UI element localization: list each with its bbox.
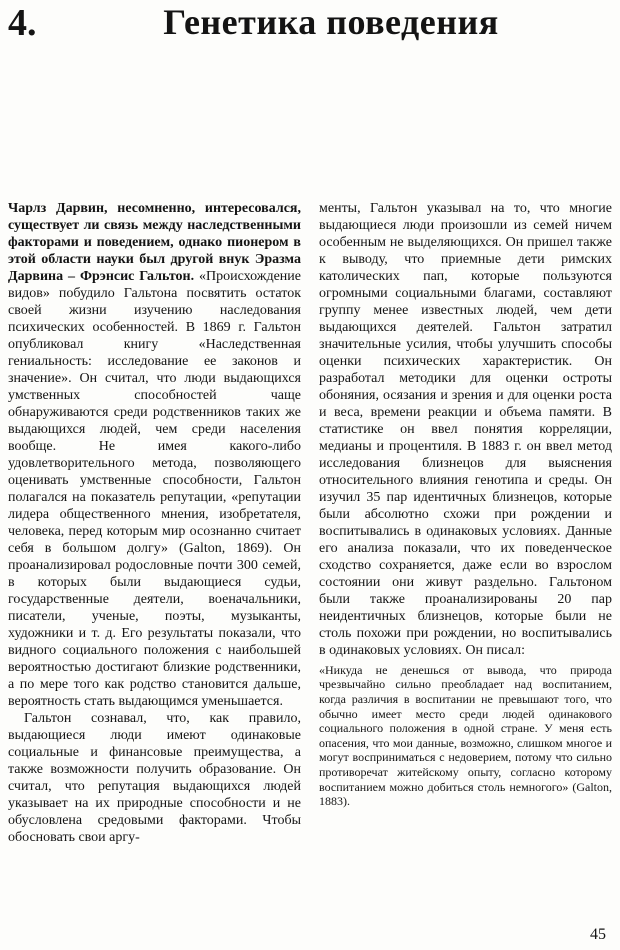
chapter-header	[8, 4, 612, 44]
paragraph-1	[8, 200, 301, 710]
chapter-number: 4.	[8, 2, 37, 44]
paragraph-1-text: «Происхождение видов» побудило Гальтона посвятить остаток своей жизни изучению наследования психических особенностей. В 1869 г. Гальтон опубликовал книгу «Наследственная гениальность: исследование ее законов и значение». Он считал, что люди выдающихся умственных способностей чаще обнаруживаются среди родственников таких же выдающихся людей, чем среди населения вообще. Не имея какого-либо удовлетворительного метода, позволяющего оценивать умственные способности, Гальтон полагался на показатель репутации, «репутации лидера общественного мнения, изобретателя, человека, перед которым мир осознанно считает себя в большом долгу» (Galton, 1869). Он проанализировал родословные почти 300 семей, в которых были выдающиеся судьи, государственные деятели, военачальники, писатели, ученые, поэты, музыканты, художники и т. д. Его результаты показали, что видного социального положения с наибольшей вероятностью достигают близкие родственники, а по мере того как родство становится дальше, вероятность стать выдающимся уменьшается.	[8, 268, 301, 709]
text-columns	[8, 200, 612, 846]
page-number: 45	[590, 926, 606, 943]
right-column	[319, 200, 612, 846]
block-quote: «Никуда не денешься от вывода, что природа чрезвычайно сильно преобладает над воспитанием, когда различия в воспитании не превышают того, что обычно имеет место среди людей одинакового социального положения в одной стране. У меня есть опасения, что мои данные, возможно, слишком многое и могут восприниматься с недоверием, потому что сильно противоречат житейскому опыту, согласно которому воспитанием можно добиться столь немногого» (Galton, 1883).	[319, 662, 612, 809]
left-column	[8, 200, 301, 846]
paragraph-3: менты, Гальтон указывал на то, что многие выдающиеся люди произошли из семей ничем особенным не выделяющихся. Он пришел также к выводу, что приемные дети римских католических пап, которые пользуются огромными социальными благами, составляют группу менее известных людей, чем дети выдающихся деятелей. Гальтон затратил значительные усилия, чтобы улучшить способы оценки психических характеристик. Он разработал методики для оценки остроты обоняния, осязания и зрения и для оценки роста и веса, времени реакции и объема памяти. В статистике он ввел понятия корреляции, медианы и процентиля. В 1883 г. он ввел метод исследования близнецов для выяснения относительного влияния генотипа и среды. Он изучил 35 пар идентичных близнецов, которые были абсолютно схожи при рождении и воспитывались в одинаковых условиях. Данные его анализа показали, что их поведенческое сходство сохраняется, даже если во взрослом состоянии они живут раздельно. Гальтоном были также проанализированы 20 пар неидентичных близнецов, которые были не столь похожи при рождении, но воспитывались в одинаковых условиях. Он писал:	[319, 200, 612, 658]
paragraph-2: Гальтон сознавал, что, как правило, выдающиеся люди имеют одинаковые социальные и финансовые преимущества, а также возможности получить образование. Он считал, что репутация выдающихся людей указывает на их природные способности и не обусловлена средовыми факторами. Чтобы обосновать свои аргу-	[8, 710, 301, 845]
chapter-title: Генетика поведения	[163, 2, 499, 42]
lead-sentence: Чарлз Дарвин, несомненно, интересовался, существует ли связь между наследственными факторами и поведением, однако пионером в этой области науки был другой внук Эразма Дарвина – Фрэнсис Гальтон.	[8, 200, 301, 284]
